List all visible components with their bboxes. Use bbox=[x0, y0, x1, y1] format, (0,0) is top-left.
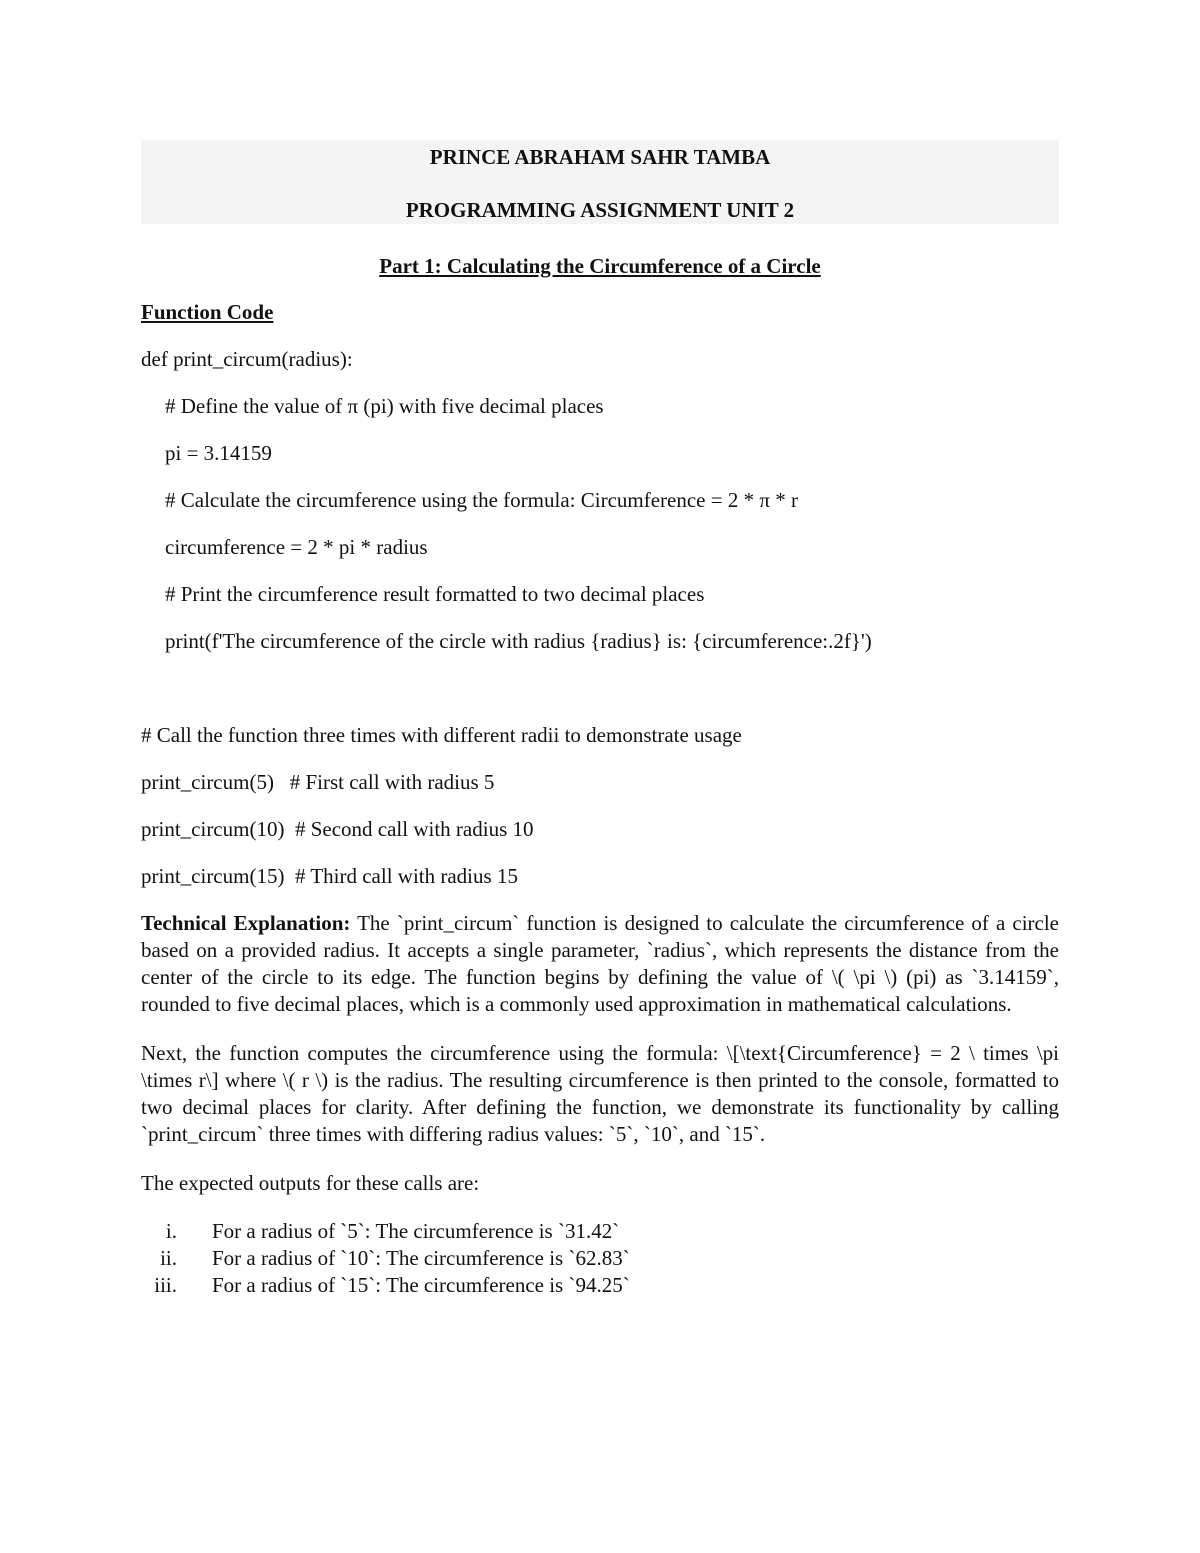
list-item-text: For a radius of `5`: The circumference is `31.42` bbox=[212, 1219, 620, 1243]
outputs-intro: The expected outputs for these calls are: bbox=[141, 1171, 480, 1195]
code-line: # Call the function three times with different radii to demonstrate usage bbox=[141, 723, 742, 747]
list-item bbox=[141, 1245, 1059, 1272]
code-line: print_circum(15) # Third call with radius 15 bbox=[141, 864, 518, 888]
technical-explanation-paragraph bbox=[141, 910, 1059, 1018]
technical-explanation-text: The `print_circum` function is designed to calculate the circumference of a circle based on a provided radius. It accepts a single parameter, `radius`, which represents the distance from the center of the circle to its edge. The function begins by defining the value of \( \pi \) (pi) as `3.14159`, rounded to five decimal places, which is a commonly used approximation in mathematical calculations. bbox=[141, 911, 1059, 1016]
calls-code-block bbox=[141, 723, 1059, 888]
code-line: # Define the value of π (pi) with five decimal places bbox=[165, 394, 604, 418]
part-heading: Part 1: Calculating the Circumference of a Circle bbox=[379, 254, 821, 278]
list-item-number: ii. bbox=[160, 1246, 177, 1270]
code-line: # Calculate the circumference using the formula: Circumference = 2 * π * r bbox=[165, 488, 798, 512]
list-item-number: i. bbox=[165, 1219, 177, 1243]
code-line: print_circum(10) # Second call with radius 10 bbox=[141, 817, 534, 841]
title-block bbox=[141, 140, 1059, 224]
function-code-block bbox=[141, 347, 1059, 653]
code-line: print(f'The circumference of the circle with radius {radius} is: {circumference:.2f}') bbox=[165, 629, 872, 653]
author-name: PRINCE ABRAHAM SAHR TAMBA bbox=[429, 145, 771, 169]
list-item-text: For a radius of `10`: The circumference is `62.83` bbox=[212, 1246, 630, 1270]
code-line: print_circum(5) # First call with radius 5 bbox=[141, 770, 495, 794]
function-code-heading: Function Code bbox=[141, 300, 274, 324]
list-item bbox=[141, 1218, 1059, 1245]
assignment-title: PROGRAMMING ASSIGNMENT UNIT 2 bbox=[405, 198, 795, 222]
list-item bbox=[141, 1272, 1059, 1299]
code-line: pi = 3.14159 bbox=[165, 441, 272, 465]
outputs-list bbox=[141, 1218, 1059, 1299]
list-item-number: iii. bbox=[154, 1273, 177, 1297]
code-line: def print_circum(radius): bbox=[141, 347, 353, 371]
explanation-paragraph-2: Next, the function computes the circumference using the formula: \[\text{Circumference} = 2 \ times \pi \times r\] where \( r \) is the radius. The resulting circumference is then printed to the console, formatted to two decimal places for clarity. After defining the function, we demonstrate its functionality by calling `print_circum` three times with differing radius values: `5`, `10`, and `15`. bbox=[141, 1041, 1059, 1146]
list-item-text: For a radius of `15`: The circumference is `94.25` bbox=[212, 1273, 630, 1297]
document-page bbox=[141, 140, 1059, 1299]
technical-explanation-label: Technical Explanation: bbox=[141, 911, 351, 935]
code-line: circumference = 2 * pi * radius bbox=[165, 535, 428, 559]
code-line: # Print the circumference result formatted to two decimal places bbox=[165, 582, 705, 606]
